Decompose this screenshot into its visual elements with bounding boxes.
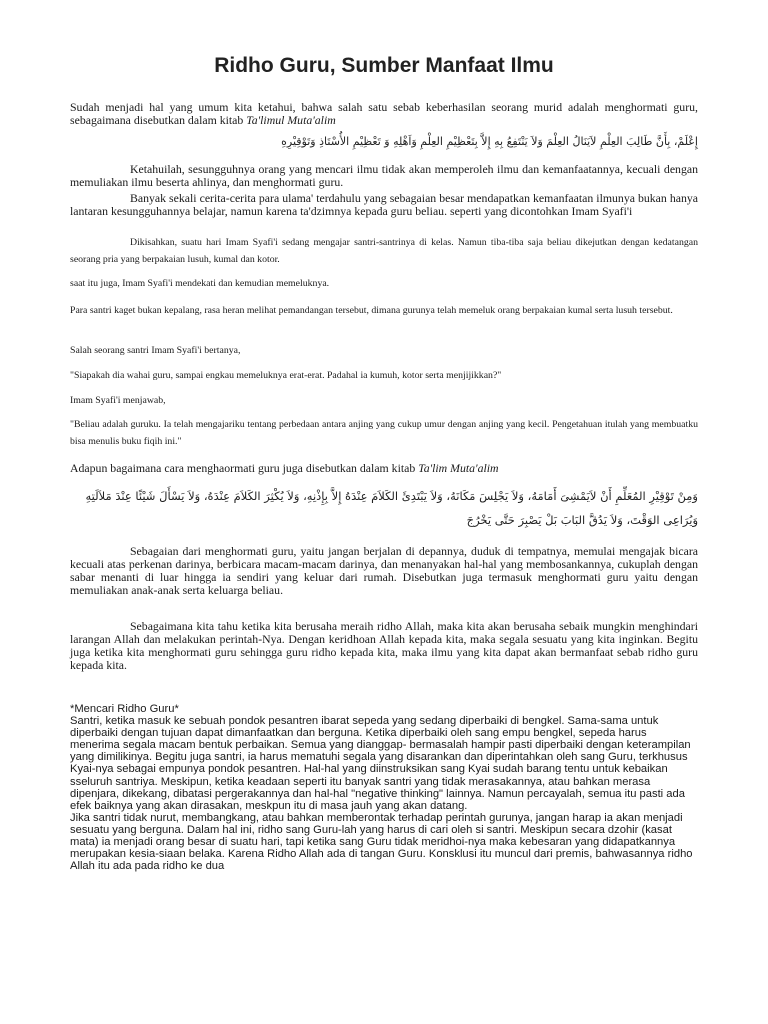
- intro-text: Sudah menjadi hal yang umum kita ketahui, bahwa salah satu sebab keberhasilan seorang murid adalah menghormati guru, sebagaimana disebutkan dalam kitab: [70, 100, 698, 127]
- arabic-quote-1: إِعْلَمْ، بِأَنَّ طَالِبَ العِلْمِ لاَيَنَالُ العِلْمَ وَلاَ يَنْتَفِعُ بِهِ إِلاَّ بِتَعْظِيْمِ العِلْمِ وَاَهْلِهِ وَ تَعْظِيْمِ الأُسْتَاذِ وَتَوْقِيْرِهِ: [281, 135, 698, 148]
- mencari-section: [70, 703, 698, 872]
- intro-paragraph: [70, 101, 698, 127]
- story-paragraph-5: "Siapakah dia wahai guru, sampai engkau memeluknya erat-erat. Padahal ia kumuh, kotor serta menjijikkan?": [70, 370, 502, 381]
- mencari-body-1: Santri, ketika masuk ke sebuah pondok pesantren ibarat sepeda yang sedang diperbaiki di bengkel. Sama-sama untuk diperbaiki dengan tujuan dapat dimanfaatkan dan berguna. Ketika diperbaiki oleh sang empu bengkel, sepeda harus menerima segala macam bentuk perbaikan. Semua yang dianggap- bermasalah hampir pasti diperbaiki dengan keterampilan yang dimilikinya. Begitu juga santri, ia harus mematuhi segala yang disarankan dan diperintahkan oleh sang Guru, terkhusus Kyai-nya sebagai empunya pondok pesantren. Hal-hal yang diinstruksikan sang Kyai sudah barang tentu untuk kebaikan sseluruh santriya. Meskipun, ketika keadaan seperti itu banyak santri yang tidak merasakannya, atau bahkan merasa dipenjara, dikekang, dibatasi pergerakannya dan hal-hal "negative thinking" lainnya. Namun percayalah, semua itu pasti ada efek baiknya yang akan dirasakan, meskpun itu di masa jauh yang akan datang.: [70, 715, 691, 812]
- paragraph-sebagaian-text: Sebagaian dari menghormati guru, yaitu jangan berjalan di depannya, duduk di tempatnya, memulai mengajak bicara kecuali atas perkenan darinya, berbicara macam-macam darinya, dan menanyakan hal-hal yang membosankannya, cukuplah dengan sabar menanti di luar hingga ia sendiri yang keluar dari rumah. Disebutkan juga termasuk menghormati guru yaitu dengan memuliakan anak-anak serta keluarga beliau.: [70, 544, 698, 597]
- paragraph-banyak: [70, 192, 698, 218]
- paragraph-banyak-text: Banyak sekali cerita-cerita para ulama' terdahulu yang sebagaian besar mendapatkan kemanfaatan ilmunya bukan hanya lantaran kesungguhannya belajar, namun karena ta'dzimnya kepada guru beliau. seperti yang dicontohkan Imam Syafi'i: [70, 191, 698, 218]
- story-p1-text: Dikisahkan, suatu hari Imam Syafi'i sedang mengajar santri-santrinya di kelas. Namun tiba-tiba saja beliau dikejutkan dengan kedatangan seorang pria yang berpakaian lusuh, kumal dan kotor.: [70, 237, 698, 265]
- story-paragraph-1: [70, 234, 698, 268]
- arabic-quote-2: وَمِنْ تَوْقِيْرِ المُعَلِّمِ أَنْ لاَيَمْشِىَ أَمَامَهُ، وَلاَ يَجْلِسَ مَكَانَهُ، وَلاَ يَبْتَدِئَ الكَلاَمَ عِنْدَهُ إِلاَّ بِإِذْنِهِ، وَلاَ يُكْثِرَ الكَلاَمَ عِنْدَهُ، وَلاَ يَسْأَلَ شَيْئًا عِنْدَ مَلاَلَتِهِ وَيُرَاعِى الوَقْتَ، وَلاَ يَدُقَّ البَابَ بَلْ يَصْبِرَ حَتَّى يَخْرُجَ: [85, 489, 698, 527]
- story-paragraph-7: "Beliau adalah guruku. Ia telah mengajariku tentang perbedaan antara anjing yang cukup umur dengan anjing yang kecil. Pengetahuan itulah yang membuatku bisa menulis buku fiqih ini.": [70, 419, 698, 447]
- adapun-text: Adapun bagaimana cara menghaormati guru juga disebutkan dalam kitab: [70, 461, 419, 475]
- section-heading: *Mencari Ridho Guru*: [70, 703, 179, 715]
- intro-kitab-name: Ta'limul Muta'alim: [246, 113, 336, 127]
- paragraph-sebagaimana: [70, 620, 698, 672]
- story-paragraph-6: Imam Syafi'i menjawab,: [70, 395, 166, 406]
- paragraph-sebagaian: [70, 545, 698, 597]
- page-title: Ridho Guru, Sumber Manfaat Ilmu: [214, 54, 554, 77]
- story-paragraph-2: saat itu juga, Imam Syafi'i mendekati dan kemudian memeluknya.: [70, 278, 330, 289]
- story-paragraph-4: Salah seorang santri Imam Syafi'i bertanya,: [70, 345, 241, 356]
- story-paragraph-3: Para santri kaget bukan kepalang, rasa heran melihat pemandangan tersebut, dimana gurunya telah memeluk orang berpakaian kumal serta lusuh tersebut.: [70, 305, 673, 316]
- paragraph-ketahuilah: [70, 163, 698, 189]
- paragraph-ketahuilah-text: Ketahuilah, sesungguhnya orang yang mencari ilmu tidak akan memperoleh ilmu dan kemanfaatannya, kecuali dengan memuliakan ilmu beserta ahlinya, dan menghormati guru.: [70, 162, 698, 189]
- adapun-kitab-name: Ta'lim Muta'alim: [418, 461, 499, 475]
- paragraph-sebagaimana-text: Sebagaimana kita tahu ketika kita berusaha meraih ridho Allah, maka kita akan berusaha sebaik mungkin menghindari larangan Allah dan melakukan perintah-Nya. Dengan keridhoan Allah kepada kita, maka segala sesuatu yang kita inginkan. Begitu juga ketika kita menghormati guru sehingga guru ridho kepada kita, maka ilmu yang kita dapat akan bermanfaat sebab ridho guru kepada kita.: [70, 619, 698, 672]
- mencari-body-2: Jika santri tidak nurut, membangkang, atau bahkan memberontak terhadap perintah gurunya, jangan harap ia akan menjadi sesuatu yang berguna. Dalam hal ini, ridho sang Guru-lah yang harus di cari oleh si santri. Meskipun secara dzohir (kasat mata) ia menjadi orang besar di suatu hari, tapi ketika sang Guru tidak meridhoi-nya maka kebesaran yang didapatkannya merupakan kesia-siaan belaka. Karena Ridho Allah ada di tangan Guru. Konsklusi itu muncul dari premis, bahwasannya ridho Allah itu ada pada ridho ke dua: [70, 811, 693, 873]
- adapun-paragraph: [70, 462, 698, 475]
